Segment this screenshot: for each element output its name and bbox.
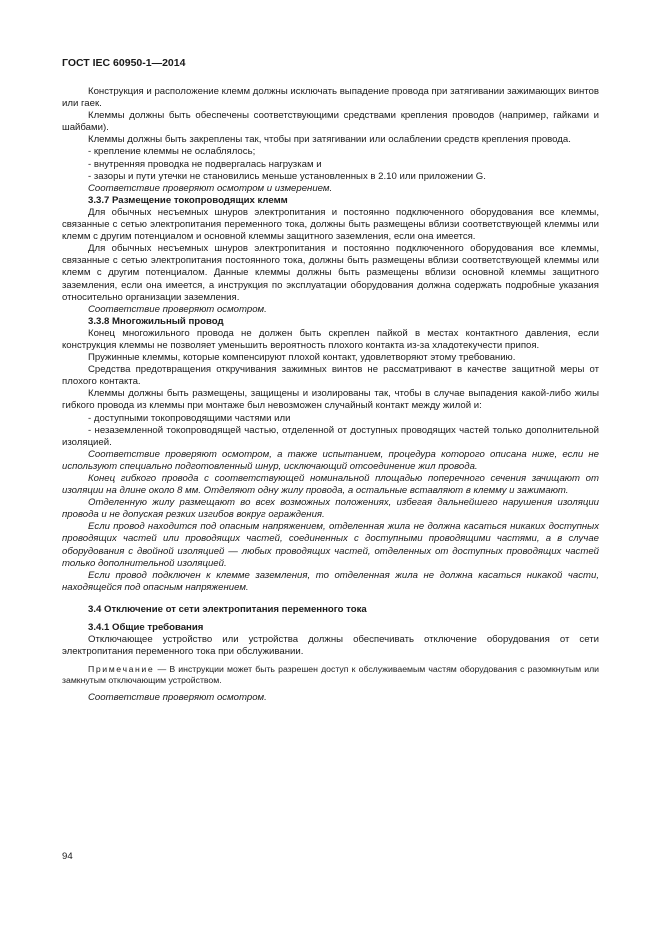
paragraph: Клеммы должны быть закреплены так, чтобы при затягивании или ослаблении средств крепления провода. [88,134,571,146]
list-item: - внутренняя проводка не подвергалась нагрузкам и [88,158,322,170]
list-item: - незаземленной токопроводящей частью, отделенной от доступных проводящих частей только дополнительной изоляцией. [62,424,599,448]
section-heading-3-4-1: 3.4.1 Общие требования [88,622,204,634]
paragraph: Конструкция и расположение клемм должны исключать выпадение провода при затягивании зажимающих винтов или гаек. [62,86,599,110]
document-body [62,86,599,704]
note-label: Примечание [88,664,155,675]
paragraph: Клеммы должны быть размещены, защищены и изолированы так, чтобы в случае выпадения какой-либо жилы гибкого провода из клеммы при монтаже был невозможен случайный контакт между жилой и: [62,388,599,412]
test-procedure-text: Конец гибкого провода с соответствующей номинальной площадью поперечного сечения зачищают от изоляции на длине около 8 мм. Отделяют одну жилу провода, а остальные вставляют в клемму и зажимают. [62,473,599,497]
document-header: ГОСТ IEC 60950-1—2014 [62,57,186,69]
compliance-text: Соответствие проверяют осмотром. [88,303,267,315]
paragraph: Для обычных несъемных шнуров электропитания и постоянно подключенного оборудования все клеммы, связанные с сетью электропитания постоянного тока, должны быть размещены вблизи соответствующей клеммы или клемм с другим потенциалом. Данные клеммы должны быть размещены вблизи основной клеммы защитного заземления, если она имеется, а инструкция по эксплуатации оборудования должна содержать подробные указания относительно организации заземления. [62,243,599,303]
list-item: - зазоры и пути утечки не становились меньше установленных в 2.10 или приложении G. [88,170,486,182]
compliance-text: Соответствие проверяют осмотром. [88,692,267,704]
section-heading-3-3-8: 3.3.8 Многожильный провод [88,315,224,327]
list-item: - доступными токопроводящими частями или [88,412,291,424]
note-text: — В инструкции может быть разрешен доступ к обслуживаемым частям оборудования с разомкнутым или замкнутым отключающим устройством. [62,664,599,686]
paragraph: Средства предотвращения откручивания зажимных винтов не рассматривают в качестве защитной меры от плохого контакта. [62,364,599,388]
compliance-text: Соответствие проверяют осмотром, а также испытанием, процедура которого описана ниже, если не используют специально подготовленный шнур, исключающий отсоединение жил провода. [62,448,599,472]
section-heading-3-4: 3.4 Отключение от сети электропитания переменного тока [88,603,367,615]
test-procedure-text: Если провод находится под опасным напряжением, отделенная жила не должна касаться никаких доступных проводящих частей или проводящих частей, соединенных с доступными проводящими частями, а в случае оборудования с двойной изоляцией — любых проводящих частей, отделенных от доступных проводящих частей только дополнительной изоляцией. [62,521,599,569]
paragraph: Конец многожильного провода не должен быть скреплен пайкой в местах контактного давления, если конструкция клеммы не позволяет уменьшить вероятность плохого контакта из-за хладотекучести припоя. [62,327,599,351]
page-number: 94 [62,851,73,862]
paragraph: Отключающее устройство или устройства должны обеспечивать отключение оборудования от сети электропитания переменного тока при обслуживании. [62,634,599,658]
list-item: - крепление клеммы не ослаблялось; [88,146,256,158]
paragraph: Пружинные клеммы, которые компенсируют плохой контакт, удовлетворяют этому требованию. [88,352,516,364]
paragraph: Для обычных несъемных шнуров электропитания и постоянно подключенного оборудования все клеммы, связанные с сетью электропитания переменного тока, должны быть размещены вблизи соответствующей клеммы или клемм с другим потенциалом и основной клеммы защитного заземления, если она имеется. [62,206,599,243]
compliance-text: Соответствие проверяют осмотром и измерением. [88,182,333,194]
section-heading-3-3-7: 3.3.7 Размещение токопроводящих клемм [88,194,288,206]
test-procedure-text: Отделенную жилу размещают во всех возможных положениях, избегая дальнейшего нарушения изоляции провода и не допуская резких изгибов вокруг ограждения. [62,497,599,521]
note [62,664,599,686]
test-procedure-text: Если провод подключен к клемме заземления, то отделенная жила не должна касаться никакой части, находящейся под опасным напряжением. [62,569,599,593]
paragraph: Клеммы должны быть обеспечены соответствующими средствами крепления проводов (например, гайками и шайбами). [62,110,599,134]
